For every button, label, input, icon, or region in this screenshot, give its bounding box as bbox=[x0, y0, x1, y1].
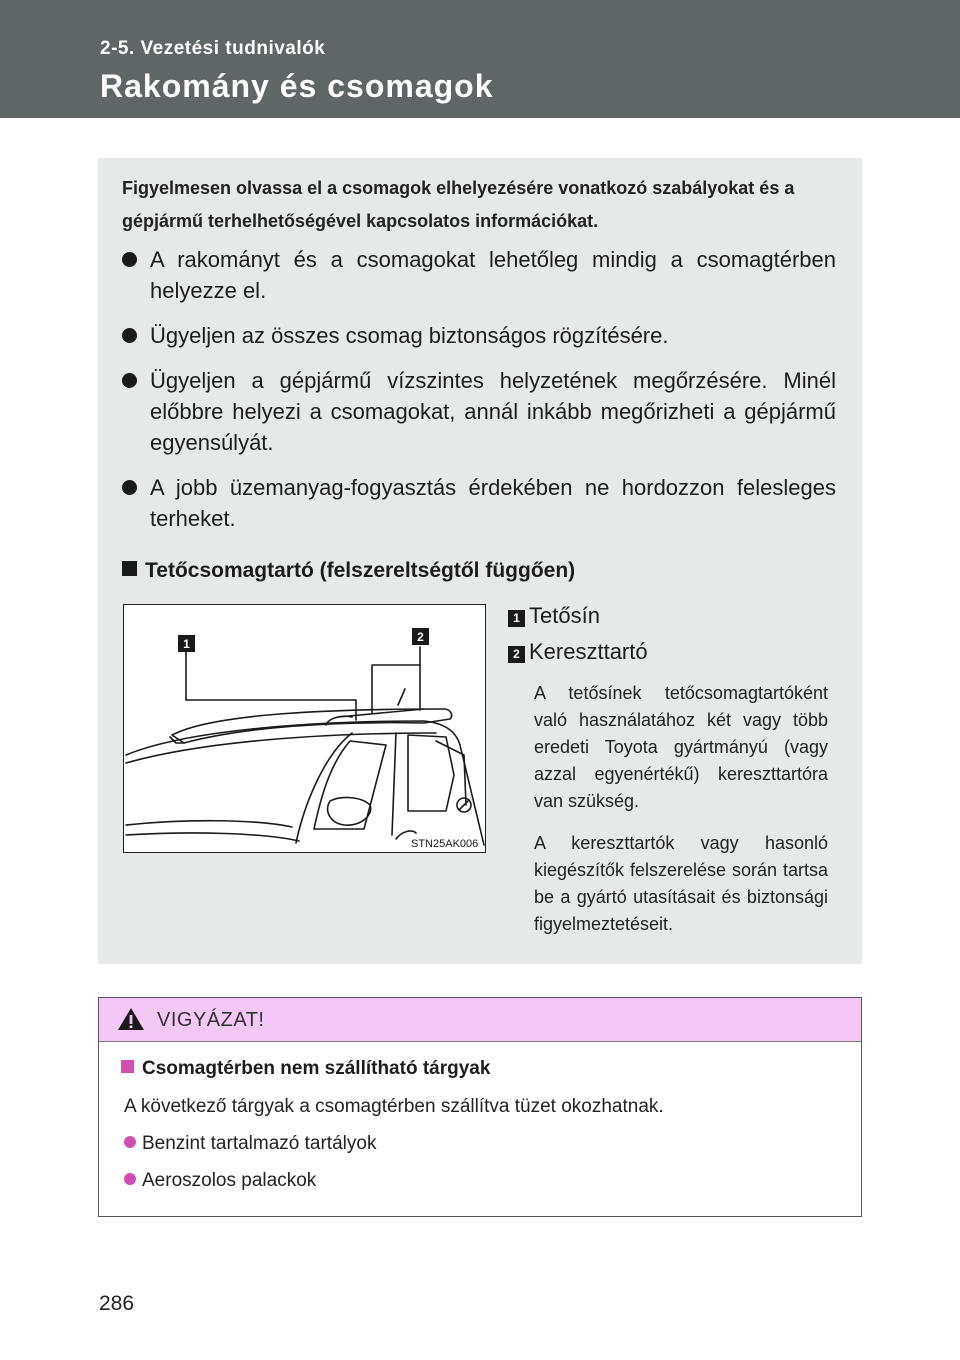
caution-subheading: Csomagtérben nem szállítható tárgyak bbox=[121, 1058, 841, 1080]
bullet-list bbox=[122, 244, 836, 548]
roof-note: A kereszttartók vagy hasonló kiegészítők felszerelése során tartsa be a gyártó utasításait és biztonsági figyelmeztetéseit. bbox=[534, 833, 828, 934]
figure-legend bbox=[508, 598, 648, 670]
caution-item: Aeroszolos palackok bbox=[121, 1170, 841, 1192]
car-roof-drawing bbox=[124, 605, 485, 852]
page-title: Rakomány és csomagok bbox=[100, 68, 494, 104]
caution-item: Benzint tartalmazó tartályok bbox=[121, 1133, 841, 1155]
chapter-header bbox=[0, 0, 960, 118]
page-number: 286 bbox=[99, 1292, 135, 1315]
number-badge: 1 bbox=[508, 610, 525, 627]
caution-title: VIGYÁZAT! bbox=[157, 1009, 265, 1031]
section-label: 2-5. Vezetési tudnivalók bbox=[100, 38, 326, 59]
caution-text: A következő tárgyak a csomagtérben szállítva tüzet okozhatnak. bbox=[124, 1096, 664, 1117]
intro-text: Figyelmesen olvassa el a csomagok elhelyezésére vonatkozó szabályokat és a gépjármű terhelhetőségével kapcsolatos információkat. bbox=[122, 178, 795, 231]
legend-item-roof-rail: 1 Tetősín bbox=[508, 598, 648, 634]
roof-rack-heading: Tetőcsomagtartó (felszereltségtől függően) bbox=[122, 559, 575, 583]
caution-header bbox=[99, 998, 861, 1042]
roof-note: A tetősínek tetőcsomagtartóként való használatához két vagy több eredeti Toyota gyártmányú (vagy azzal egyenértékű) kereszttartóra van szükség. bbox=[534, 683, 828, 811]
number-badge: 2 bbox=[508, 646, 525, 663]
svg-text:1: 1 bbox=[183, 637, 190, 651]
bullet-dot-icon bbox=[122, 328, 137, 343]
bullet-item: A rakományt és a csomagokat lehetőleg mindig a csomagtérben helyezze el. bbox=[122, 244, 836, 306]
roof-rack-illustration bbox=[123, 604, 486, 853]
caution-box bbox=[98, 997, 862, 1217]
figure-code: STN25AK006 bbox=[411, 838, 479, 850]
bullet-dot-icon bbox=[122, 373, 137, 388]
bullet-item: Ügyeljen az összes csomag biztonságos rögzítésére. bbox=[122, 320, 836, 351]
legend-item-cross-bar: 2 Kereszttartó bbox=[508, 634, 648, 670]
warning-triangle-icon bbox=[117, 1006, 145, 1032]
square-bullet-icon bbox=[122, 561, 137, 576]
svg-text:2: 2 bbox=[417, 630, 424, 644]
caution-body bbox=[121, 1058, 841, 1207]
bullet-item: Ügyeljen a gépjármű vízszintes helyzetének megőrzésére. Minél előbbre helyezi a csomagokat, annál inkább megőrizheti a gépjármű egyensúlyát. bbox=[122, 365, 836, 458]
bullet-dot-icon bbox=[122, 480, 137, 495]
bullet-dot-icon bbox=[122, 252, 137, 267]
bullet-item: A jobb üzemanyag-fogyasztás érdekében ne hordozzon felesleges terheket. bbox=[122, 472, 836, 534]
bullet-dot-icon bbox=[124, 1173, 136, 1185]
bullet-dot-icon bbox=[124, 1136, 136, 1148]
square-bullet-icon bbox=[121, 1060, 134, 1073]
